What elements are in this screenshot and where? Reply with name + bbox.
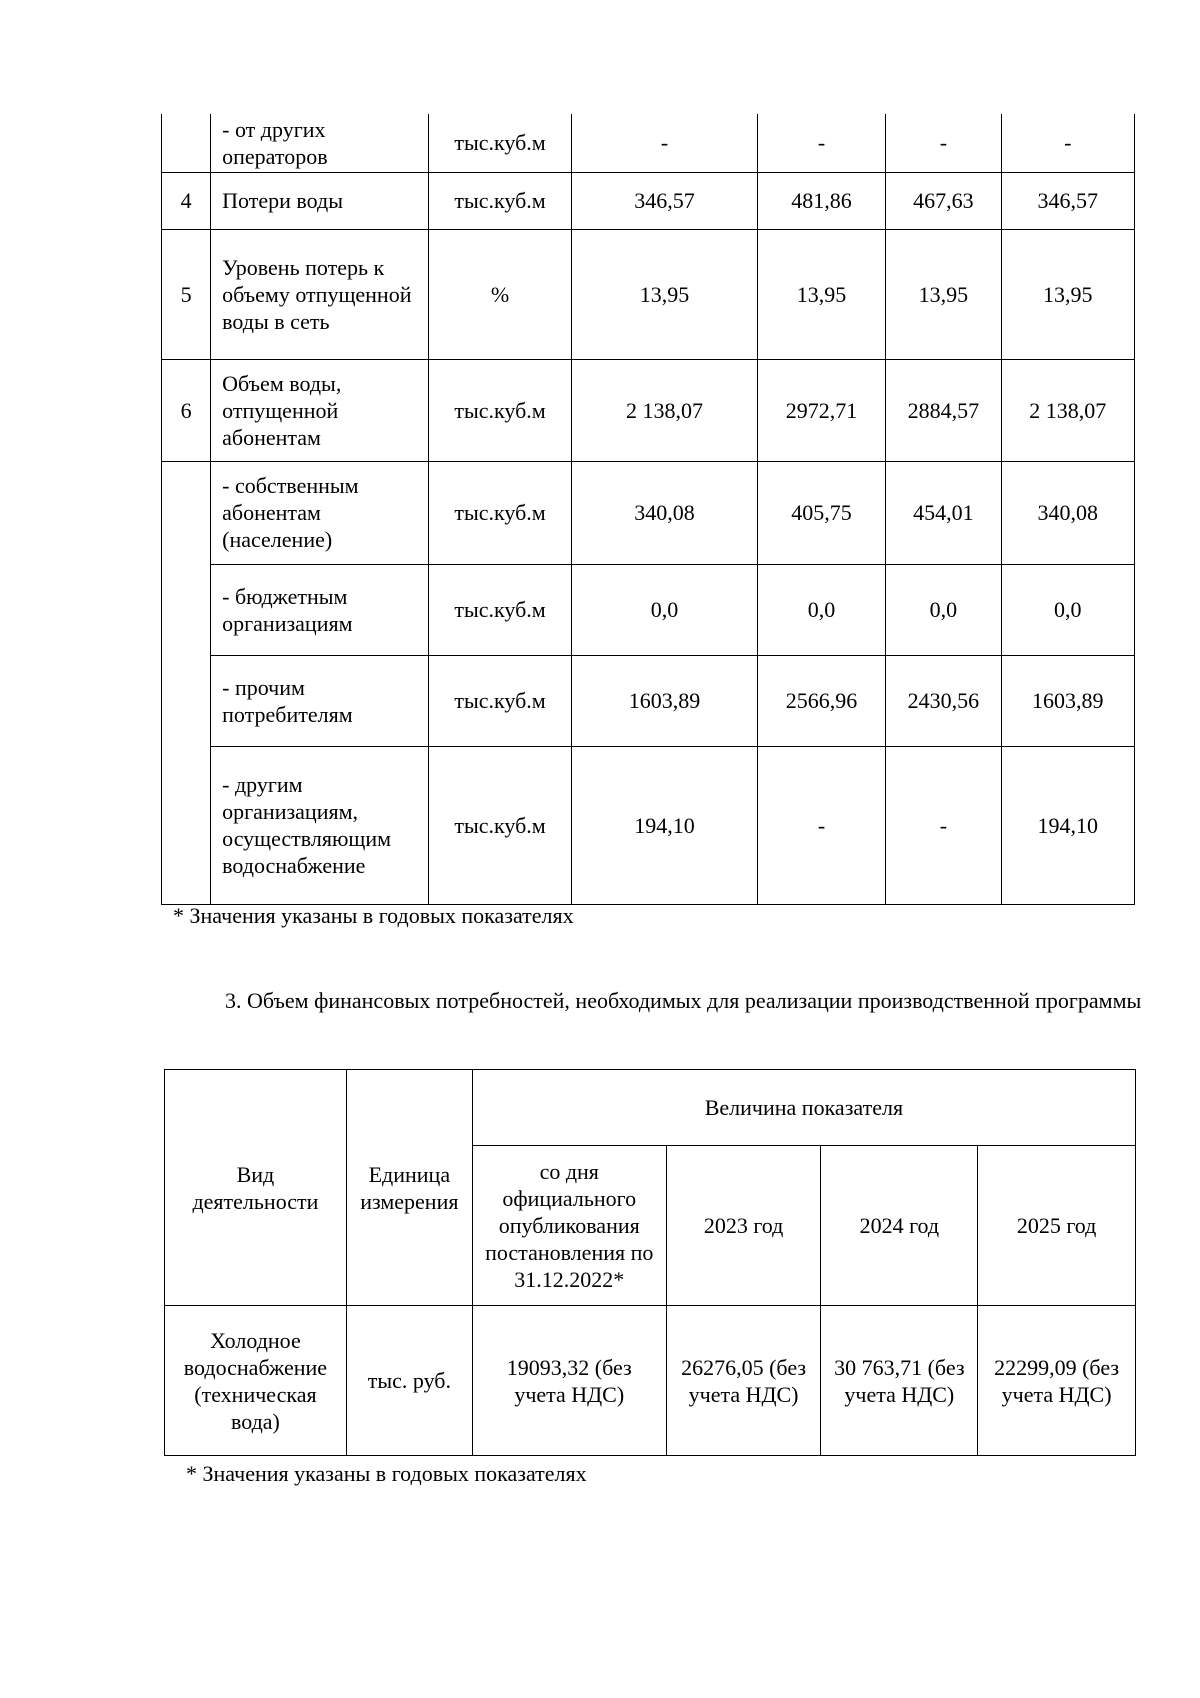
row-value: 2566,96 [757,655,885,746]
table-row [162,655,1135,746]
table-row [162,461,1135,564]
row-unit: тыс.куб.м [428,359,571,461]
row-number: 4 [162,172,211,229]
row-name: - другим организациям, осуществляющим водоснабжение [211,746,429,904]
table-row [165,1306,1136,1456]
row-value: 0,0 [757,564,885,655]
row-unit: тыс.куб.м [428,172,571,229]
row-value: 405,75 [757,461,885,564]
section-3-heading: 3. Объем финансовых потребностей, необходимых для реализации производственной программы [225,988,1142,1013]
row-name: Потери воды [211,172,429,229]
row-name: - собственным абонентам (население) [211,461,429,564]
row-value: 481,86 [757,172,885,229]
row-unit: тыс.куб.м [428,461,571,564]
row-value: 0,0 [1001,564,1134,655]
row-value: 467,63 [886,172,1001,229]
row-value: - [757,746,885,904]
header-period-2022: со дня официального опубликования постановления по 31.12.2022* [472,1146,666,1306]
row-number [162,461,211,564]
table-row [162,229,1135,359]
row-value: 2430,56 [886,655,1001,746]
row-value-2023: 26276,05 (без учета НДС) [666,1306,821,1456]
row-name: - прочим потребителям [211,655,429,746]
header-year-2025: 2025 год [978,1146,1136,1306]
row-value: 13,95 [1001,229,1134,359]
row-value: 2 138,07 [572,359,758,461]
row-value: 1603,89 [1001,655,1134,746]
row-value: 2 138,07 [1001,359,1134,461]
row-value: - [572,114,758,172]
table-row [162,564,1135,655]
water-balance-table [161,114,1135,905]
table-row [162,359,1135,461]
header-activity: Вид деятельности [165,1070,347,1306]
row-number [162,564,211,655]
row-value: - [886,746,1001,904]
row-value: 340,08 [1001,461,1134,564]
table-row [162,746,1135,904]
row-number: 6 [162,359,211,461]
row-value: - [757,114,885,172]
row-value: 0,0 [886,564,1001,655]
row-value: 194,10 [572,746,758,904]
row-unit: тыс.куб.м [428,655,571,746]
row-value: - [886,114,1001,172]
row-number [162,114,211,172]
row-value: 454,01 [886,461,1001,564]
row-unit: тыс.куб.м [428,114,571,172]
table-row [162,114,1135,172]
row-number [162,655,211,746]
row-value-2022: 19093,32 (без учета НДС) [472,1306,666,1456]
row-unit: % [428,229,571,359]
header-year-2024: 2024 год [821,1146,978,1306]
row-name: Уровень потерь к объему отпущенной воды в сеть [211,229,429,359]
header-unit: Единица измерения [346,1070,472,1306]
header-value-group: Величина показателя [472,1070,1135,1146]
row-name: - от других операторов [211,114,429,172]
row-value-2024: 30 763,71 (без учета НДС) [821,1306,978,1456]
row-value: 340,08 [572,461,758,564]
row-value: - [1001,114,1134,172]
row-unit: тыс.куб.м [428,564,571,655]
row-value: 13,95 [572,229,758,359]
row-name: Объем воды, отпущенной абонентам [211,359,429,461]
row-value: 2972,71 [757,359,885,461]
row-unit: тыс.куб.м [428,746,571,904]
header-year-2023: 2023 год [666,1146,821,1306]
row-value: 346,57 [572,172,758,229]
table1-footnote: * Значения указаны в годовых показателях [173,903,574,928]
row-value: 13,95 [757,229,885,359]
table-row [162,172,1135,229]
row-value: 2884,57 [886,359,1001,461]
row-value: 346,57 [1001,172,1134,229]
table2-footnote: * Значения указаны в годовых показателях [186,1461,587,1486]
row-name: - бюджетным организациям [211,564,429,655]
row-activity: Холодное водоснабжение (техническая вода) [165,1306,347,1456]
row-value: 1603,89 [572,655,758,746]
row-value-2025: 22299,09 (без учета НДС) [978,1306,1136,1456]
table-header-row [165,1070,1136,1146]
row-value: 0,0 [572,564,758,655]
financial-needs-table [164,1069,1136,1456]
row-number [162,746,211,904]
row-unit: тыс. руб. [346,1306,472,1456]
row-value: 13,95 [886,229,1001,359]
row-value: 194,10 [1001,746,1134,904]
row-number: 5 [162,229,211,359]
